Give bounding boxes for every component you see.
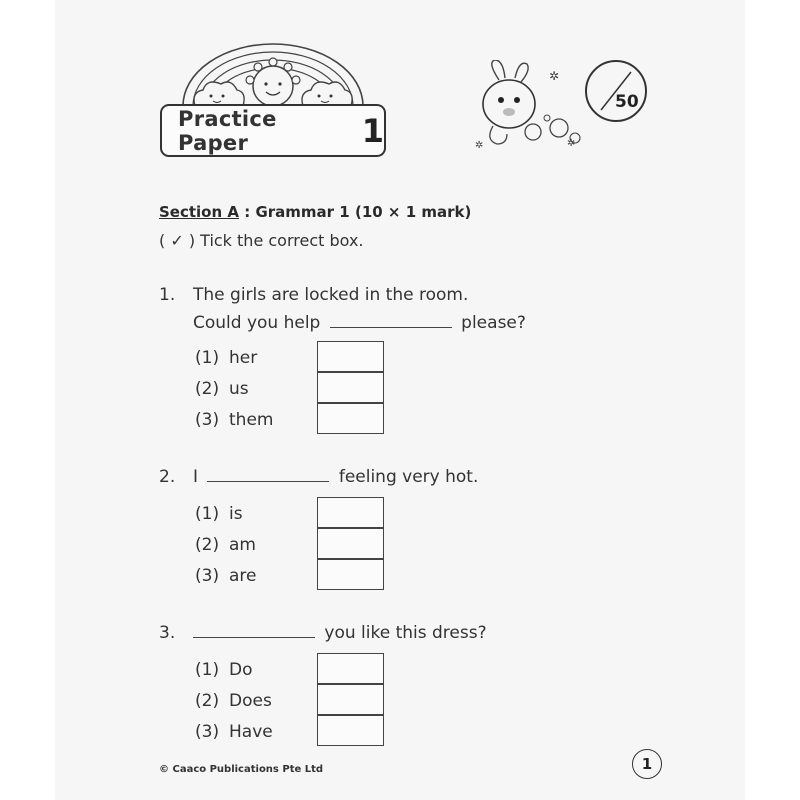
- tick-box-1-3[interactable]: [317, 403, 384, 434]
- option-1-1: (1) her: [195, 348, 258, 368]
- svg-text:✲: ✲: [549, 69, 560, 83]
- score-circle-icon: [583, 58, 649, 124]
- option-3-3: (3) Have: [195, 722, 273, 742]
- title-box: [160, 104, 386, 157]
- copyright-footer: © Caaco Publications Pte Ltd: [159, 764, 324, 775]
- svg-text:✲: ✲: [567, 138, 576, 149]
- question-2-number: 2.: [159, 467, 176, 487]
- question-3-number: 3.: [159, 623, 176, 643]
- tick-box-2-3[interactable]: [317, 559, 384, 590]
- question-1-line2: Could you help please?: [193, 313, 526, 333]
- section-separator: :: [244, 203, 251, 221]
- score-circle: [583, 58, 649, 124]
- tick-mark: ( ✓ ): [159, 231, 196, 250]
- svg-text:✲: ✲: [475, 140, 484, 151]
- tick-box-2-1[interactable]: [317, 497, 384, 528]
- option-2-2: (2) am: [195, 535, 256, 555]
- option-2-3: (3) are: [195, 566, 257, 586]
- score-total: 50: [615, 92, 639, 112]
- tick-box-2-2[interactable]: [317, 528, 384, 559]
- option-1-2: (2) us: [195, 379, 249, 399]
- tick-box-1-2[interactable]: [317, 372, 384, 403]
- worksheet-page: [55, 0, 745, 800]
- rainbow-cloud-sun-icon: [173, 36, 373, 108]
- question-1-number: 1.: [159, 285, 176, 305]
- option-3-2: (2) Does: [195, 691, 272, 711]
- question-1-line1: The girls are locked in the room.: [193, 285, 469, 305]
- instruction-text: Tick the correct box.: [200, 231, 364, 250]
- section-heading: [159, 203, 471, 221]
- question-3-text: you like this dress?: [189, 623, 487, 643]
- instruction: [159, 231, 364, 250]
- tick-box-3-1[interactable]: [317, 653, 384, 684]
- option-3-1: (1) Do: [195, 660, 253, 680]
- bunny-mascot-icon: [467, 60, 587, 155]
- page-title: Practice Paper: [178, 106, 277, 155]
- option-1-3: (3) them: [195, 410, 274, 430]
- tick-box-3-2[interactable]: [317, 684, 384, 715]
- paper-number: 1: [361, 111, 384, 150]
- question-2-text: I feeling very hot.: [193, 467, 479, 487]
- answer-blank: [193, 636, 315, 638]
- section-name: Section A: [159, 203, 239, 221]
- answer-blank: [330, 326, 452, 328]
- tick-box-3-3[interactable]: [317, 715, 384, 746]
- page-number: 1: [632, 749, 662, 779]
- answer-blank: [207, 480, 329, 482]
- section-title: Grammar 1 (10 × 1 mark): [255, 203, 472, 221]
- option-2-1: (1) is: [195, 504, 243, 524]
- tick-box-1-1[interactable]: [317, 341, 384, 372]
